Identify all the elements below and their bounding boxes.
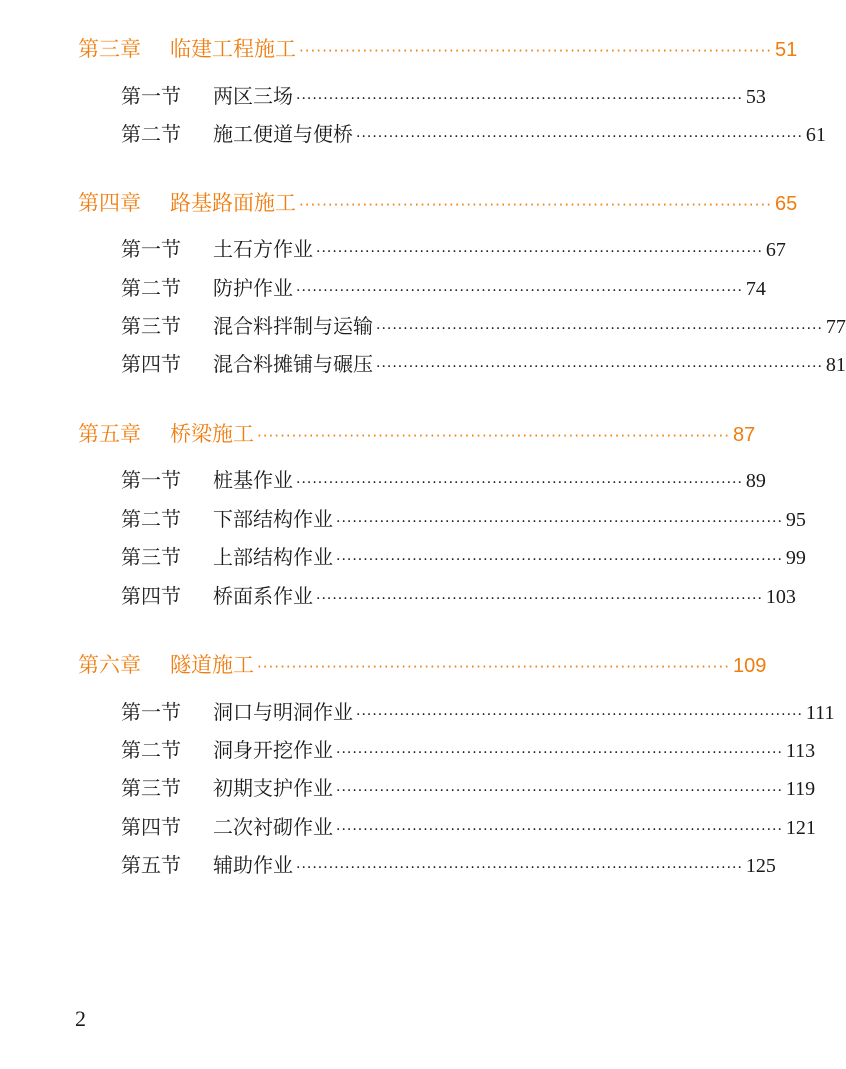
section-label: 第二节 [121, 276, 181, 300]
chapter-title: 桥梁施工 [170, 422, 254, 446]
dot-leader: ·················································································· [316, 591, 763, 607]
section-page: 113 [785, 740, 816, 762]
section-page: 119 [785, 778, 816, 800]
dot-leader: ·················································································· [336, 745, 783, 761]
toc-section[interactable] [121, 582, 796, 610]
chapter-label: 第五章 [78, 422, 141, 446]
section-title: 土石方作业 [213, 237, 313, 261]
toc-section[interactable] [121, 82, 766, 110]
toc-section[interactable] [121, 350, 846, 378]
chapter-page: 51 [774, 39, 798, 61]
toc-section[interactable] [121, 466, 766, 494]
toc-section[interactable] [121, 543, 806, 571]
section-page: 61 [805, 124, 826, 146]
section-page: 89 [745, 470, 766, 492]
dot-leader: ·················································································· [296, 91, 743, 107]
toc-chapter-5[interactable] [78, 419, 756, 449]
toc-section[interactable] [121, 736, 816, 764]
dot-leader: ·················································································· [296, 860, 743, 876]
section-title: 洞身开挖作业 [213, 738, 333, 762]
section-page: 111 [805, 702, 835, 724]
toc-section[interactable] [121, 505, 806, 533]
section-title: 洞口与明洞作业 [213, 700, 353, 724]
toc-section[interactable] [121, 312, 846, 340]
section-title: 防护作业 [213, 276, 293, 300]
section-label: 第一节 [121, 700, 181, 724]
section-page: 77 [825, 316, 846, 338]
section-label: 第一节 [121, 468, 181, 492]
section-title: 施工便道与便桥 [213, 122, 353, 146]
dot-leader: ·················································································· [316, 244, 763, 260]
dot-leader: ·················································································· [299, 42, 772, 60]
chapter-page: 87 [732, 424, 756, 446]
section-label: 第五节 [121, 853, 181, 877]
section-page: 53 [745, 86, 766, 108]
section-label: 第四节 [121, 352, 181, 376]
dot-leader: ·················································································· [336, 822, 783, 838]
section-title: 二次衬砌作业 [213, 815, 333, 839]
section-page: 74 [745, 278, 766, 300]
section-page: 67 [765, 239, 786, 261]
toc-chapter-3[interactable] [78, 34, 798, 64]
section-label: 第四节 [121, 584, 181, 608]
section-title: 上部结构作业 [213, 545, 333, 569]
toc-section[interactable] [121, 851, 776, 879]
section-title: 桩基作业 [213, 468, 293, 492]
section-title: 下部结构作业 [213, 507, 333, 531]
toc-section[interactable] [121, 774, 816, 802]
dot-leader: ·················································································· [356, 129, 803, 145]
section-title: 混合料摊铺与碾压 [213, 352, 373, 376]
dot-leader: ·················································································· [296, 475, 743, 491]
section-label: 第二节 [121, 738, 181, 762]
section-page: 121 [785, 817, 816, 839]
toc-section[interactable] [121, 698, 835, 726]
dot-leader: ·················································································· [296, 283, 743, 299]
chapter-page: 109 [732, 655, 767, 677]
section-label: 第三节 [121, 776, 181, 800]
section-label: 第二节 [121, 122, 181, 146]
section-page: 95 [785, 509, 806, 531]
chapter-title: 隧道施工 [170, 653, 254, 677]
section-label: 第三节 [121, 545, 181, 569]
toc-section[interactable] [121, 120, 826, 148]
section-title: 初期支护作业 [213, 776, 333, 800]
chapter-label: 第三章 [78, 37, 141, 61]
chapter-label: 第四章 [78, 191, 141, 215]
dot-leader: ·················································································· [336, 552, 783, 568]
section-title: 桥面系作业 [213, 584, 313, 608]
section-page: 125 [745, 855, 776, 877]
section-title: 混合料拌制与运输 [213, 314, 373, 338]
dot-leader: ·················································································· [376, 321, 823, 337]
dot-leader: ·················································································· [257, 658, 730, 676]
chapter-label: 第六章 [78, 653, 141, 677]
dot-leader: ·················································································· [299, 196, 772, 214]
dot-leader: ·················································································· [257, 427, 730, 445]
section-label: 第二节 [121, 507, 181, 531]
section-label: 第三节 [121, 314, 181, 338]
section-page: 81 [825, 354, 846, 376]
dot-leader: ·················································································· [336, 783, 783, 799]
section-label: 第一节 [121, 84, 181, 108]
section-label: 第四节 [121, 815, 181, 839]
toc-section[interactable] [121, 235, 786, 263]
dot-leader: ·················································································· [356, 707, 803, 723]
dot-leader: ·················································································· [336, 514, 783, 530]
section-page: 103 [765, 586, 796, 608]
chapter-title: 路基路面施工 [170, 191, 296, 215]
dot-leader: ·················································································· [376, 359, 823, 375]
toc-section[interactable] [121, 274, 766, 302]
chapter-title: 临建工程施工 [170, 37, 296, 61]
toc-chapter-6[interactable] [78, 650, 767, 680]
section-title: 辅助作业 [213, 853, 293, 877]
section-label: 第一节 [121, 237, 181, 261]
section-title: 两区三场 [213, 84, 293, 108]
section-page: 99 [785, 547, 806, 569]
toc-section[interactable] [121, 813, 816, 841]
page-number: 2 [75, 1006, 86, 1031]
chapter-page: 65 [774, 193, 798, 215]
toc-chapter-4[interactable] [78, 188, 798, 218]
